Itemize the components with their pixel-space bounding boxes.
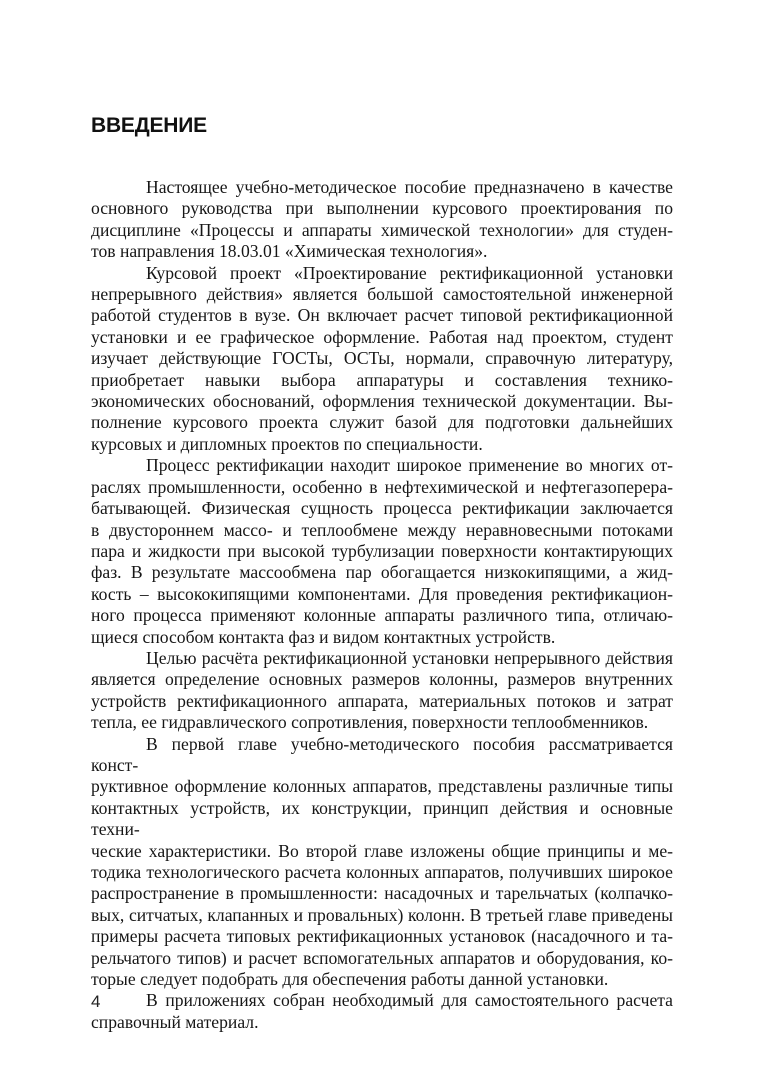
text-line: экономических обоснований, оформления технической документации. Вы- xyxy=(91,391,673,412)
text-line: вых, ситчатых, клапанных и провальных) колонн. В третьей главе приведены xyxy=(91,904,673,925)
page-number: 4 xyxy=(91,992,101,1011)
text-line: основного руководства при выполнении курсового проектирования по xyxy=(91,198,673,219)
text-line: фаз. В результате массообмена пар обогащается низкокипящими, а жид- xyxy=(91,562,673,583)
text-line: установки и ее графическое оформление. Работая над проектом, студент xyxy=(91,326,673,347)
text-line: в двустороннем массо- и теплообмене между неравновесными потоками xyxy=(91,519,673,540)
paragraph xyxy=(91,177,673,263)
text-line: распространение в промышленности: насадочных и тарельчатых (колпачко- xyxy=(91,883,673,904)
text-line: кость – высококипящими компонентами. Для проведения ректификацион- xyxy=(91,583,673,604)
paragraph xyxy=(91,648,673,734)
paragraph xyxy=(91,990,673,1033)
text-line: Целью расчёта ректификационной установки непрерывного действия xyxy=(146,647,673,668)
text-line: изучает действующие ГОСТы, ОСТы, нормали, справочную литературу, xyxy=(91,348,673,369)
text-line: курсовых и дипломных проектов по специальности. xyxy=(91,433,483,454)
text-line: пара и жидкости при высокой турбулизации поверхности контактирующих xyxy=(91,540,673,561)
text-line: справочный материал. xyxy=(91,1011,259,1032)
paragraph xyxy=(91,734,673,991)
text-line: контактных устройств, их конструкции, принцип действия и основные техни- xyxy=(91,797,673,840)
body-text xyxy=(91,177,673,1033)
text-line: рельчатого типов) и расчет вспомогательных аппаратов и оборудования, ко- xyxy=(91,947,673,968)
text-line: непрерывного действия» является большой самостоятельной инженерной xyxy=(91,284,673,305)
text-line: дисциплине «Процессы и аппараты химической технологии» для студен- xyxy=(91,219,673,240)
page-title: ВВЕДЕНИЕ xyxy=(91,114,207,137)
text-line: торые следует подобрать для обеспечения работы данной установки. xyxy=(91,969,609,990)
text-line: полнение курсового проекта служит базой для подготовки дальнейших xyxy=(91,412,673,433)
text-line: В приложениях собран необходимый для самостоятельного расчета xyxy=(146,990,673,1011)
text-line: является определение основных размеров колонны, размеров внутренних xyxy=(91,669,673,690)
text-line: тепла, ее гидравлического сопротивления, поверхности теплообменников. xyxy=(91,712,649,733)
text-line: Настоящее учебно-методическое пособие предназначено в качестве xyxy=(146,177,673,197)
text-line: раслях промышленности, особенно в нефтехимической и нефтегазоперера- xyxy=(91,476,673,497)
paragraph xyxy=(91,455,673,648)
text-line: ческие характеристики. Во второй главе изложены общие принципы и ме- xyxy=(91,840,673,861)
text-line: работой студентов в вузе. Он включает расчет типовой ректификационной xyxy=(91,305,673,326)
text-line: устройств ректификационного аппарата, материальных потоков и затрат xyxy=(91,690,673,711)
text-line: ного процесса применяют колонные аппараты различного типа, отличаю- xyxy=(91,605,673,626)
paragraph xyxy=(91,263,673,456)
text-line: В первой главе учебно-методического пособия рассматривается конст- xyxy=(91,733,673,775)
text-line: руктивное оформление колонных аппаратов, представлены различные типы xyxy=(91,776,673,797)
text-line: примеры расчета типовых ректификационных установок (насадочного и та- xyxy=(91,926,673,947)
text-line: щиеся способом контакта фаз и видом контактных устройств. xyxy=(91,626,556,647)
text-line: тов направления 18.03.01 «Химическая технология». xyxy=(91,241,488,262)
text-line: тодика технологического расчета колонных аппаратов, получивших широкое xyxy=(91,862,673,882)
text-line: Курсовой проект «Проектирование ректификационной установки xyxy=(146,262,673,283)
text-line: Процесс ректификации находит широкое применение во многих от- xyxy=(146,455,673,476)
text-line: приобретает навыки выбора аппаратуры и составления технико- xyxy=(91,369,673,390)
text-line: батывающей. Физическая сущность процесса ректификации заключается xyxy=(91,498,673,519)
